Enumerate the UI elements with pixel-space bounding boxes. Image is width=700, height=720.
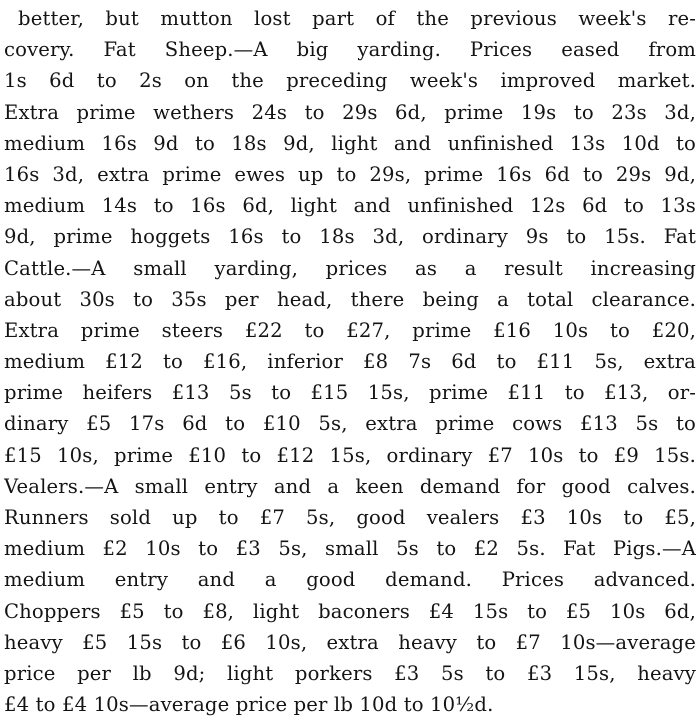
text-line: medium £2 10s to £3 5s, small 5s to £2 5s. Fat Pigs.—A <box>4 537 696 561</box>
text-line: Vealers.—A small entry and a keen demand for good calves. <box>4 474 696 498</box>
text-line: 16s 3d, extra prime ewes up to 29s, prime 16s 6d to 29s 9d, <box>4 162 696 186</box>
text-line: Cattle.—A small yarding, prices as a result increasing <box>4 256 696 280</box>
text-line: about 30s to 35s per head, there being a total clearance. <box>4 287 696 311</box>
text-line: dinary £5 17s 6d to £10 5s, extra prime cows £13 5s to <box>4 412 696 436</box>
text-line: Choppers £5 to £8, light baconers £4 15s to £5 10s 6d, <box>4 599 696 623</box>
text-line-last: £4 to £4 10s—average price per lb 10d to 10½d. <box>4 693 494 717</box>
text-line: medium entry and a good demand. Prices advanced. <box>4 568 696 592</box>
text-line: 1s 6d to 2s on the preceding week's improved market. <box>4 69 696 93</box>
text-line: price per lb 9d; light porkers £3 5s to £3 15s, heavy <box>4 661 696 685</box>
text-line: prime heifers £13 5s to £15 15s, prime £11 to £13, or- <box>4 381 696 405</box>
text-line: Extra prime wethers 24s to 29s 6d, prime 19s to 23s 3d, <box>4 100 696 124</box>
text-line: better, but mutton lost part of the previous week's re- <box>18 7 696 30</box>
text-line: medium 16s 9d to 18s 9d, light and unfinished 13s 10d to <box>4 131 696 155</box>
text-line: Runners sold up to £7 5s, good vealers £3 10s to £5, <box>4 506 696 529</box>
text-line: heavy £5 15s to £6 10s, extra heavy to £7 10s—average <box>4 630 696 654</box>
text-line: covery. Fat Sheep.—A big yarding. Prices eased from <box>4 38 696 62</box>
text-line: 9d, prime hoggets 16s to 18s 3d, ordinary 9s to 15s. Fat <box>4 225 696 249</box>
text-line: medium £12 to £16, inferior £8 7s 6d to £11 5s, extra <box>4 350 696 374</box>
text-line: Extra prime steers £22 to £27, prime £16 10s to £20, <box>4 318 696 342</box>
text-line: medium 14s to 16s 6d, light and unfinished 12s 6d to 13s <box>4 194 696 218</box>
text-line: £15 10s, prime £10 to £12 15s, ordinary £7 10s to £9 15s. <box>4 443 696 467</box>
